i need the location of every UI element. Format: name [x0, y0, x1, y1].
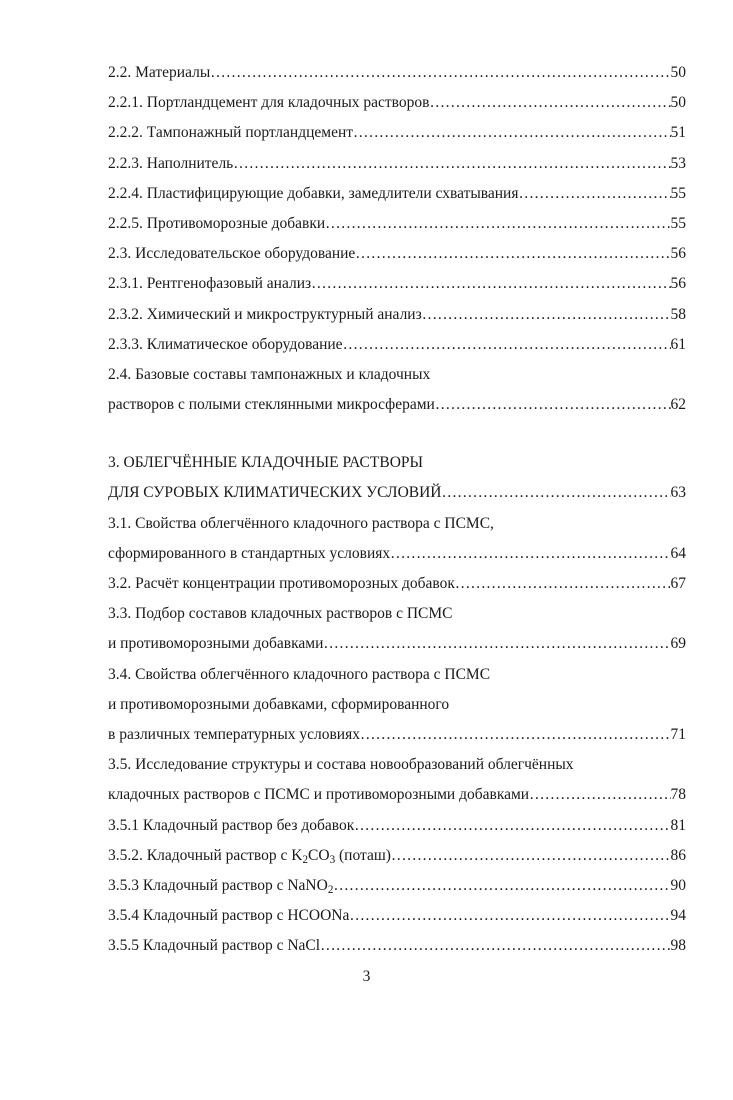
subscript: 3: [329, 853, 336, 866]
dot-leader: [442, 478, 671, 508]
toc-entry: [108, 149, 686, 179]
dot-leader: [455, 569, 671, 599]
toc-entry-text: в различных температурных условиях: [108, 725, 360, 743]
formula-text: 3.5.3 Кладочный раствор с NaNO: [108, 876, 328, 894]
toc-entry: [108, 841, 686, 871]
toc-entry-text: 3.4. Свойства облегчённого кладочного раствора с ПСМС: [108, 665, 491, 683]
toc-entry: [108, 390, 686, 420]
toc-entry-page: 64: [670, 544, 686, 562]
toc-entry-text: 2.2.2. Тампонажный портландцемент: [108, 124, 354, 142]
toc-entry-text: и противоморозными добавками: [108, 635, 324, 653]
dot-leader: [390, 539, 670, 569]
dot-leader: [360, 720, 671, 750]
dot-leader: [429, 88, 670, 118]
toc-entry-text: 2.3.1. Рентгенофазовый анализ: [108, 275, 312, 293]
toc-entry-continued: [108, 690, 686, 720]
formula-text: CO: [308, 846, 330, 864]
toc-entry: [108, 811, 686, 841]
toc-entry: [108, 720, 686, 750]
toc-entry-page: 98: [670, 937, 686, 955]
toc-entry-page: 69: [670, 635, 686, 653]
toc-entry-page: 94: [670, 907, 686, 925]
dot-leader: [349, 901, 670, 931]
toc-entry-page: 90: [670, 876, 686, 894]
toc-entry-continued: [108, 599, 686, 629]
toc-entry-continued: [108, 660, 686, 690]
toc-entry-text: сформированного в стандартных условиях: [108, 544, 391, 562]
toc-entry-text: растворов с полыми стеклянными микросферами: [108, 396, 435, 414]
toc-entry-page: 56: [670, 245, 686, 263]
dot-leader: [311, 269, 670, 299]
toc-entry-text: 2.2.5. Противоморозные добавки: [108, 214, 326, 232]
toc-entry-text: [108, 841, 391, 871]
toc-entry-text: 3.3. Подбор составов кладочных растворов с ПСМС: [108, 605, 453, 623]
toc-entry-page: 78: [670, 786, 686, 804]
dot-leader: [391, 841, 671, 871]
toc-entry: [108, 88, 686, 118]
toc-entry: [108, 629, 686, 659]
toc-entry: [108, 539, 686, 569]
toc-entry: [108, 780, 686, 810]
toc-entry-text: 2.4. Базовые составы тампонажных и кладочных: [108, 365, 431, 383]
toc-entry-text: [108, 871, 333, 901]
toc-entry-page: 58: [670, 305, 686, 323]
toc-entry: [108, 209, 686, 239]
dot-leader: [353, 118, 670, 148]
formula-text: 3.5.2. Кладочный раствор с K: [108, 846, 303, 864]
toc-entry-page: 55: [670, 214, 686, 232]
toc-entry-page: 67: [670, 575, 686, 592]
toc-entry-continued: [108, 509, 686, 539]
toc-entry: [108, 179, 686, 209]
dot-leader: [320, 931, 670, 961]
toc-entry-page: 51: [670, 124, 686, 142]
toc-entry-page: 50: [670, 94, 686, 112]
dot-leader: [422, 300, 671, 330]
dot-leader: [343, 330, 671, 360]
toc-entry: [108, 871, 686, 901]
toc-entry-text: 3.2. Расчёт концентрации противоморозных добавок: [108, 575, 455, 592]
dot-leader: [354, 811, 670, 841]
toc-entry-text: 2.3.2. Химический и микроструктурный анализ: [108, 305, 422, 323]
toc-entry-page: 71: [670, 725, 686, 743]
dot-leader: [210, 58, 670, 88]
toc-entry-text: 3.1. Свойства облегчённого кладочного раствора с ПСМС,: [108, 514, 494, 532]
toc-entry-text: 2.2.4. Пластифицирующие добавки, замедлители схватывания: [108, 184, 519, 202]
dot-leader: [518, 179, 670, 209]
toc-entry-page: 86: [670, 846, 686, 864]
chapter-title-line1: 3. ОБЛЕГЧЁННЫЕ КЛАДОЧНЫЕ РАСТВОРЫ: [108, 454, 424, 472]
toc-entry-text: 3.5.4 Кладочный раствор с HCOONa: [108, 907, 350, 925]
subscript: 2: [327, 883, 334, 896]
toc-entry-text: 3.5.5 Кладочный раствор с NaCl: [108, 937, 321, 955]
toc-entry-page: 55: [670, 184, 686, 202]
table-of-contents: [108, 58, 686, 961]
toc-entry-continued: [108, 360, 686, 390]
toc-entry: [108, 569, 686, 599]
toc-entry-page: 53: [670, 154, 686, 172]
toc-entry: [108, 931, 686, 961]
dot-leader: [529, 780, 670, 810]
chapter-heading: [108, 478, 686, 508]
toc-entry-text: 2.3.3. Климатическое оборудование: [108, 335, 343, 353]
toc-entry-text: 2.3. Исследовательское оборудование: [108, 245, 356, 263]
dot-leader: [233, 149, 670, 179]
toc-entry-page: 62: [670, 396, 686, 414]
chapter-heading: [108, 448, 686, 478]
toc-entry-page: 50: [670, 64, 686, 81]
toc-entry-text: 2.2. Материалы: [108, 64, 211, 81]
toc-entry: [108, 300, 686, 330]
dot-leader: [333, 871, 670, 901]
dot-leader: [325, 209, 670, 239]
toc-entry: [108, 118, 686, 148]
toc-entry-text: 2.2.3. Наполнитель: [108, 154, 234, 172]
page-number: 3: [362, 968, 371, 985]
toc-entry-page: 81: [670, 816, 686, 834]
toc-entry-text: 3.5.1 Кладочный раствор без добавок: [108, 816, 355, 834]
dot-leader: [323, 629, 670, 659]
toc-entry-text: 2.2.1. Портландцемент для кладочных растворов: [108, 94, 430, 112]
subscript: 2: [302, 853, 309, 866]
chapter-page: 63: [670, 484, 686, 502]
dot-leader: [355, 239, 670, 269]
toc-entry: [108, 239, 686, 269]
toc-entry: [108, 269, 686, 299]
toc-entry: [108, 901, 686, 931]
toc-entry-text: кладочных растворов с ПСМС и противоморозными добавками: [108, 786, 530, 804]
formula-text: (поташ): [335, 846, 391, 864]
toc-entry-page: 61: [670, 335, 686, 353]
toc-entry-text: и противоморозными добавками, сформированного: [108, 695, 450, 713]
toc-entry: [108, 58, 686, 88]
toc-entry-text: 3.5. Исследование структуры и состава новообразований облегчённых: [108, 756, 574, 774]
toc-entry: [108, 330, 686, 360]
dot-leader: [435, 390, 671, 420]
chapter-title-line2: ДЛЯ СУРОВЫХ КЛИМАТИЧЕСКИХ УСЛОВИЙ: [108, 484, 442, 502]
toc-entry-page: 56: [670, 275, 686, 293]
toc-entry-continued: [108, 750, 686, 780]
